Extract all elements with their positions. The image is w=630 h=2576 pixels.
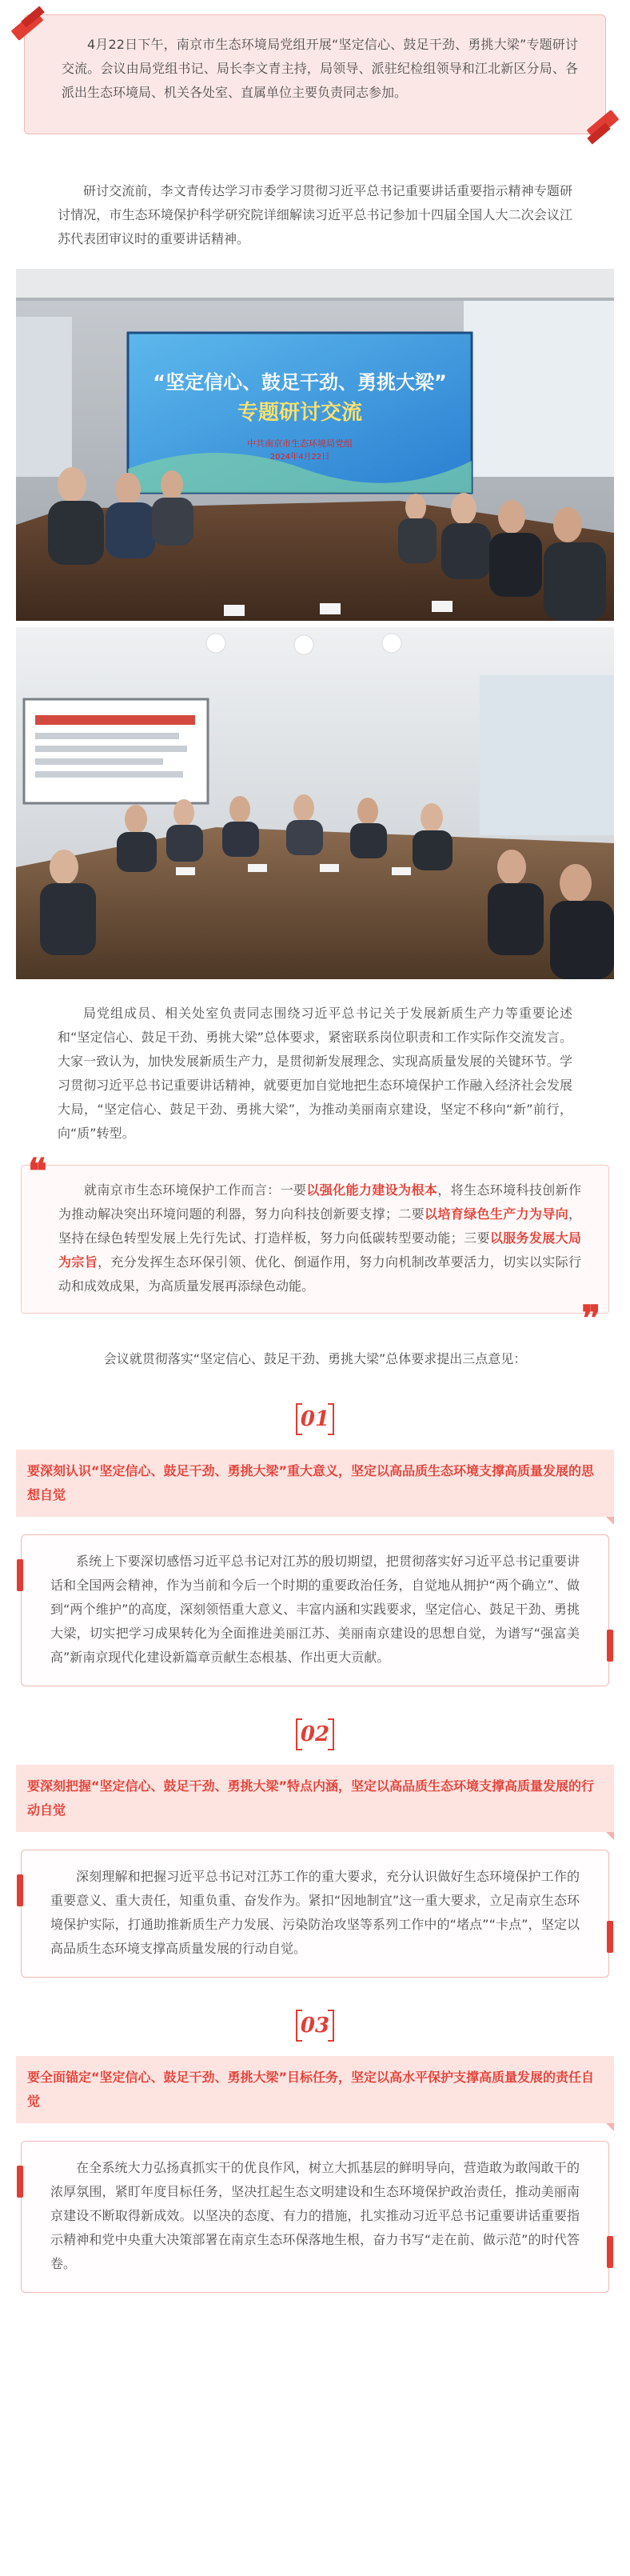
body-corner-decoration-left [17,2166,23,2198]
quote-segment-4: ，充分发挥生态环保引领、优化、倒逼作用，努力向机制改革要活力，切实以实际行动和成效成果，为高质量发展再添绿色动能。 [58,1254,581,1294]
banner-date: 2024年4月22日 [269,453,330,462]
intro-card [24,14,606,134]
title-corner-decoration [606,1517,614,1525]
section-number-badge [296,1718,334,1750]
paragraph-2: 局党组成员、相关处室负责同志围绕习近平总书记关于发展新质生产力等重要论述和“坚定信心、鼓足干劲、勇挑大梁”总体要求，紧密联系岗位职责和工作实际作交流发言。大家一致认为，加快发展新质生产力，是贯彻新发展理念、实现高质量发展的关键环节。学习贯彻习近平总书记重要讲话精神，就要更加自觉地把生态环境保护工作融入经济社会发展大局，“坚定信心、鼓足干劲、勇挑大梁”，为推动美丽南京建设，坚定不移向“新”前行，向“质”转型。 [58,1006,572,1141]
quote-highlight-1: 以强化能力建设为根本 [306,1182,438,1198]
section-title [16,1765,614,1832]
bracket-left-icon [296,1403,302,1435]
quote-highlight-3: 以服务发展大局为宗旨 [58,1230,581,1270]
section-body [21,2141,609,2293]
section-title [16,2056,614,2123]
title-corner-decoration [606,2123,614,2131]
bracket-left-icon [296,2010,302,2042]
section-title-text: 要深刻把握“坚定信心、鼓足干劲、勇挑大梁”特点内涵，坚定以高品质生态环境支撑高质量发展的行动自觉 [27,1778,595,1818]
meeting-photo-1 [16,269,614,621]
bracket-right-icon [328,2010,334,2042]
section-number: 03 [300,2014,330,2038]
body-corner-decoration-left [17,1874,23,1906]
section-number-badge [296,2010,334,2042]
body-corner-decoration-right [607,2236,613,2268]
section-01 [0,1403,630,1686]
section-body-text: 在全系统大力弘扬真抓实干的优良作风，树立大抓基层的鲜明导向，营造敢为敢闯敢干的浓厚氛围，紧盯年度目标任务，坚决扛起生态文明建设和生态环境保护政治责任，推动美丽南京建设不断取得新成效。以坚决的态度、有力的措施，扎实推动习近平总书记重要讲话重要指示精神和党中央重大决策部署在南京生态环保落地生根，奋力书写“走在前、做示范”的时代答卷。 [50,2160,580,2271]
section-body-text: 系统上下要深切感悟习近平总书记对江苏的殷切期望，把贯彻落实好习近平总书记重要讲话和全国两会精神，作为当前和今后一个时期的重要政治任务，自觉地从拥护“两个确立”、做到“两个维护”的高度，深刻领悟重大意义、丰富内涵和实践要求，坚定信心、鼓足干劲、勇挑大梁，切实把学习成果转化为全面推进美丽江苏、美丽南京建设的思想自觉，为谱写“强富美高”新南京现代化建设新篇章贡献生态根基、作出更大贡献。 [50,1554,580,1665]
section-body-text: 深刻理解和把握习近平总书记对江苏工作的重大要求，充分认识做好生态环境保护工作的重要意义、重大责任，知重负重、奋发作为。紧扣“因地制宜”这一重大要求，立足南京生态环境保护实际，打通助推新质生产力发展、污染防治攻坚等系列工作中的“堵点”“卡点”，坚定以高品质生态环境支撑高质量发展的行动自觉。 [50,1869,580,1956]
bracket-left-icon [296,1718,302,1750]
meeting-photo-2 [16,627,614,979]
banner-title: “坚定信心、鼓足干劲、勇挑大梁” [153,371,447,394]
section-number-badge [296,1403,334,1435]
body-corner-decoration-right [607,1921,613,1953]
bracket-right-icon [328,1403,334,1435]
intro-text: 4月22日下午，南京市生态环境局党组开展“坚定信心、鼓足干劲、勇挑大梁”专题研讨交流。会议由局党组书记、局长李文青主持，局领导、派驻纪检组领导和江北新区分局、各派出生态环境局、机关各处室、直属单位主要负责同志参加。 [62,37,578,100]
section-title-text: 要全面锚定“坚定信心、鼓足干劲、勇挑大梁”目标任务，坚定以高水平保护支撑高质量发展的责任自觉 [27,2070,595,2109]
quote-segment-2: ，将生态环境科技创新作为推动解决突出环境问题的利器，努力向科技创新要支撑；二要 [58,1182,581,1222]
section-number: 01 [300,1407,330,1431]
opinions-intro-line: 会议就贯彻落实“坚定信心、鼓足干劲、勇挑大梁”总体要求提出三点意见： [103,1351,527,1366]
section-title [16,1450,614,1517]
banner-subtitle: 专题研讨交流 [237,401,363,425]
banner-organization: 中共南京市生态环境局党组 [247,438,353,449]
title-corner-decoration [606,1832,614,1840]
quote-segment-1: 就南京市生态环境保护工作而言：一要 [84,1182,307,1198]
close-quote-icon: ❞ [581,1298,600,1339]
bottom-spacer [0,2293,630,2341]
open-quote-icon: ❝ [28,1151,47,1192]
section-body [21,1850,609,1978]
paragraph-1: 研讨交流前，李文青传达学习市委学习贯彻习近平总书记重要讲话重要指示精神专题研讨情况，市生态环境保护科学研究院详细解读习近平总书记参加十四届全国人大二次会议江苏代表团审议时的重要讲话精神。 [58,183,572,246]
section-number: 02 [300,1722,330,1746]
body-corner-decoration-left [17,1559,23,1591]
section-body [21,1534,609,1686]
bracket-right-icon [328,1718,334,1750]
section-03 [0,2010,630,2293]
body-corner-decoration-right [607,1630,613,1662]
quote-highlight-2: 以培育绿色生产力为导向 [425,1206,568,1222]
quote-box [21,1151,609,1339]
intro-card-wrapper [16,14,614,142]
section-02 [0,1718,630,1978]
quote-segment-3: ，坚持在绿色转型发展上先行先试、打造样板，努力向低碳转型要动能；三要 [58,1206,581,1246]
section-title-text: 要深刻认识“坚定信心、鼓足干劲、勇挑大梁”重大意义，坚定以高品质生态环境支撑高质量发展的思想自觉 [27,1463,595,1502]
